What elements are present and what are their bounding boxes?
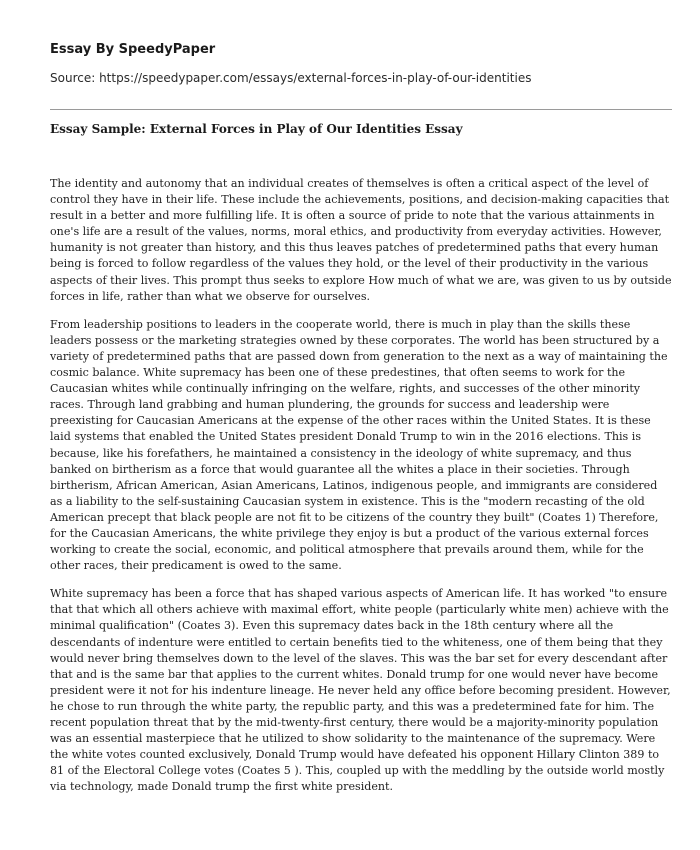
essay-paragraph-2: From leadership positions to leaders in the cooperate world, there is much in play than the skills these leaders possess or the marketing strategies owned by these corporates. The world has been structured by a variety of predetermined paths that are passed down from generation to the next as a way of maintaining the cosmic balance. White supremacy has been one of these predestines, that often seems to work for the Caucasian whites while continually infringing on the welfare, rights, and successes of the other minority races. Through land grabbing and human plundering, the grounds for success and leadership were preexisting for Caucasian Americans at the expense of the other races within the United States. It is these laid systems that enabled the United States president Donald Trump to win in the 2016 elections. This is because, like his forefathers, he maintained a consistency in the ideology of white supremacy, and thus banked on birtherism as a force that would guarantee all the whites a place in their societies. Through birtherism, African American, Asian Americans, Latinos, indigenous people, and immigrants are considered as a liability to the self-sustaining Caucasian system in existence. This is the "modern recasting of the old American precept that black people are not fit to be citizens of the country they built" (Coates 1) Therefore, for the Caucasian Americans, the white privilege they enjoy is but a product of the various external forces working to create the social, economic, and political atmosphere that prevails around them, while for the other races, their predicament is owed to the same. [50,317,668,573]
header-divider [50,109,672,110]
site-title: Essay By SpeedyPaper [50,42,216,57]
essay-paragraph-3: White supremacy has been a force that has shaped various aspects of American life. It has worked "to ensure that that which all others achieve with maximal effort, white people (particularly white men) achieve with the minimal qualification" (Coates 3). Even this supremacy dates back in the 18th century where all the descendants of indenture were entitled to certain benefits tied to the whiteness, one of them being that they would never bring themselves down to the level of the slaves. This was the bar set for every descendant after that and is the same bar that applies to the current whites. Donald trump for one would never have become president were it not for his indenture lineage. He never held any office before becoming president. However, he chose to run through the white party, the republic party, and this was a predetermined fate for him. The recent population threat that by the mid-twenty-first century, there would be a majority-minority population was an essential masterpiece that he utilized to show solidarity to the maintenance of the supremacy. Were the white votes counted exclusively, Donald Trump would have defeated his opponent Hillary Clinton 389 to 81 of the Electoral College votes (Coates 5 ). This, coupled up with the meddling by the outside world mostly via technology, made Donald trump the first white president. [50,587,671,794]
essay-title: Essay Sample: External Forces in Play of Our Identities Essay [50,122,463,136]
essay-paragraph-1: The identity and autonomy that an individual creates of themselves is often a critical aspect of the level of control they have in their life. These include the achievements, positions, and decision-making capacities that result in a better and more fulfilling life. It is often a source of pride to note that the various attainments in one's life are a result of the values, norms, moral ethics, and productivity from everyday activities. However, humanity is not greater than history, and this thus leaves patches of predetermined paths that every human being is forced to follow regardless of the values they hold, or the level of their productivity in the various aspects of their lives. This prompt thus seeks to explore How much of what we are, was given to us by outside forces in life, rather than what we observe for ourselves. [50,177,672,303]
source-line: Source: https://speedypaper.com/essays/external-forces-in-play-of-our-identities [50,71,532,85]
